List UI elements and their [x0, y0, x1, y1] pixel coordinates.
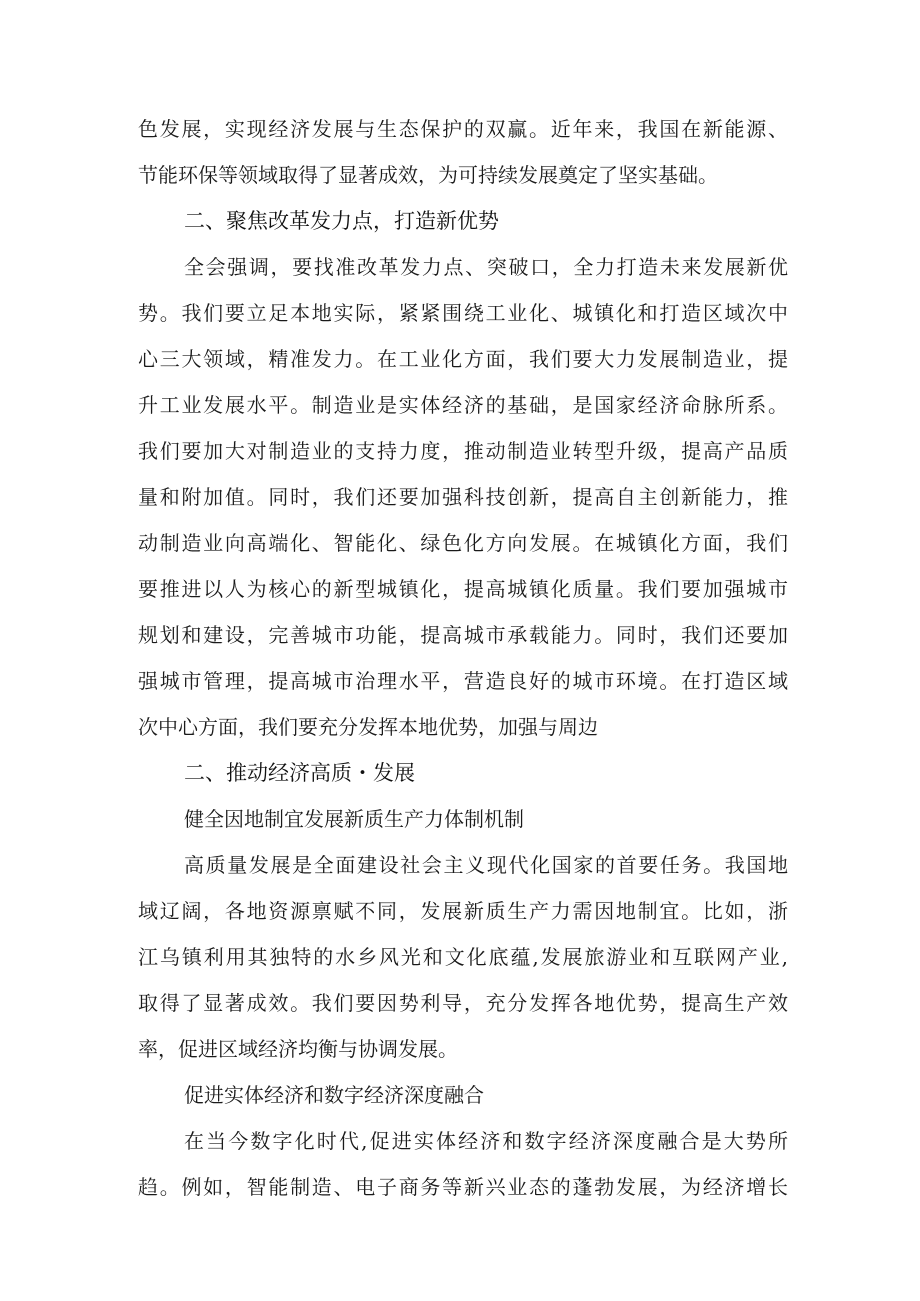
paragraph-line: 江乌镇利用其独特的水乡风光和文化底蕴,发展旅游业和互联网产业,: [138, 945, 788, 969]
paragraph-line: 升工业发展水平。制造业是实体经济的基础，是国家经济命脉所系。: [138, 393, 788, 417]
paragraph-line: 趋。例如，智能制造、电子商务等新兴业态的蓬勃发展，为经济增长: [138, 1175, 788, 1199]
paragraph-line: 在当今数字化时代,促进实体经济和数字经济深度融合是大势所: [184, 1129, 788, 1153]
paragraph-line: 高质量发展是全面建设社会主义现代化国家的首要任务。我国地: [184, 853, 788, 877]
paragraph-line: 色发展，实现经济发展与生态保护的双赢。近年来，我国在新能源、: [138, 117, 788, 141]
section-heading: 二、推动经济高质・发展: [184, 761, 415, 785]
paragraph-line: 节能环保等领域取得了显著成效，为可持续发展奠定了坚实基础。: [138, 163, 718, 187]
paragraph-line: 取得了显著成效。我们要因势利导，充分发挥各地优势，提高生产效: [138, 991, 788, 1015]
paragraph-line: 心三大领域，精准发力。在工业化方面，我们要大力发展制造业，提: [138, 347, 788, 371]
section-heading: 二、聚焦改革发力点，打造新优势: [184, 209, 499, 233]
paragraph-line: 次中心方面，我们要充分发挥本地优势，加强与周边: [138, 715, 598, 739]
paragraph-line: 要推进以人为核心的新型城镇化，提高城镇化质量。我们要加强城市: [138, 577, 788, 601]
paragraph-line: 动制造业向高端化、智能化、绿色化方向发展。在城镇化方面，我们: [138, 531, 788, 555]
paragraph-line: 量和附加值。同时，我们还要加强科技创新，提高自主创新能力，推: [138, 485, 788, 509]
paragraph-line: 势。我们要立足本地实际，紧紧围绕工业化、城镇化和打造区域次中: [138, 301, 788, 325]
paragraph-line: 率，促进区域经济均衡与协调发展。: [138, 1037, 458, 1061]
paragraph-line: 规划和建设，完善城市功能，提高城市承载能力。同时，我们还要加: [138, 623, 788, 647]
paragraph-line: 域辽阔，各地资源禀赋不同，发展新质生产力需因地制宜。比如，浙: [138, 899, 788, 923]
subsection-heading: 健全因地制宜发展新质生产力体制机制: [184, 807, 524, 831]
subsection-heading: 促进实体经济和数字经济深度融合: [184, 1083, 484, 1107]
paragraph-line: 强城市管理，提高城市治理水平，营造良好的城市环境。在打造区域: [138, 669, 788, 693]
paragraph-line: 我们要加大对制造业的支持力度，推动制造业转型升级，提高产品质: [138, 439, 788, 463]
paragraph-line: 全会强调，要找准改革发力点、突破口，全力打造未来发展新优: [184, 255, 788, 279]
